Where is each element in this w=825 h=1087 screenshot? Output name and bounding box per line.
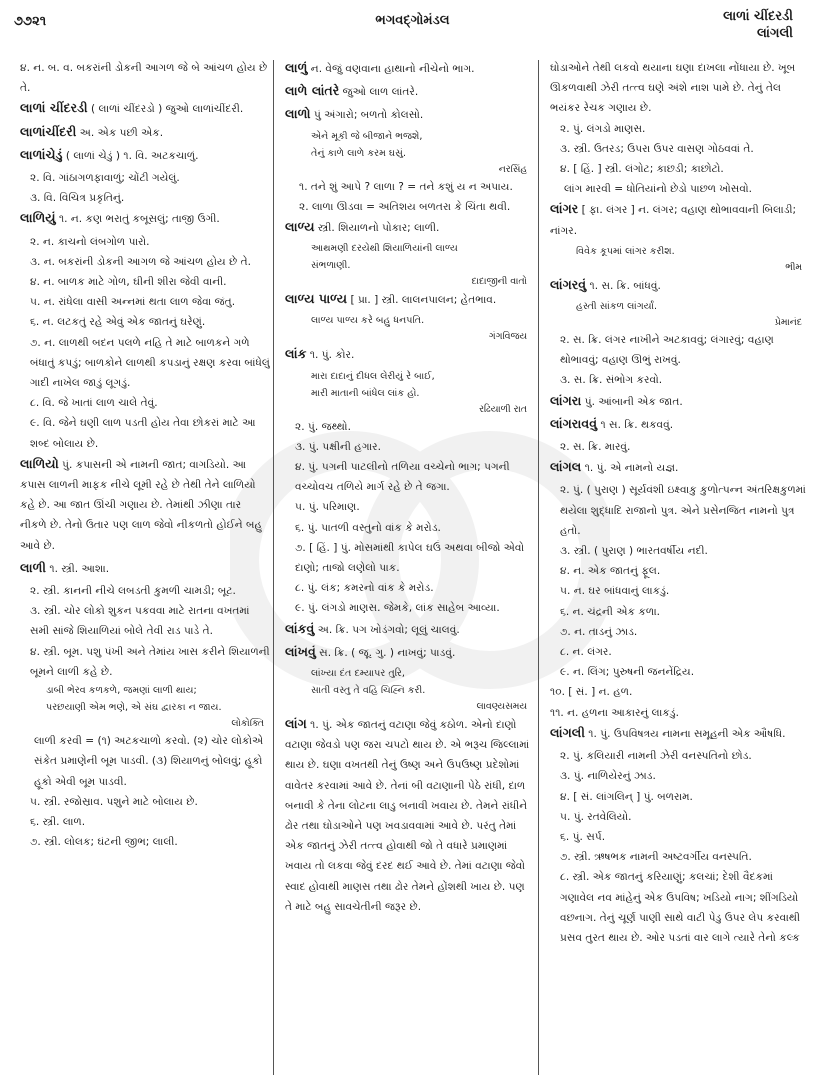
sense-definition: ૫. પું. રતવેલિયો.	[560, 810, 632, 823]
dictionary-entry	[285, 58, 533, 79]
sense-definition: ૬. ન. લટકતું રહે એવું એક જાતનું ઘરેણું.	[30, 316, 206, 329]
quotation-source: ભીમ	[785, 261, 802, 273]
quotation-line: ડાબી ભેરવ કળકળે, જમણાં લાળી થાય;	[46, 685, 197, 697]
quotation	[285, 240, 533, 274]
dictionary-column-2	[285, 58, 533, 1083]
sense-definition: ૩. પું. પક્ષીની હગાર.	[295, 440, 381, 453]
quotation-source: લાવણ્યસમય	[476, 701, 527, 713]
sense-definition: ૪. ન. બાળક માટે ગોળ, ઘીની શીરા જેવી વાની.	[30, 276, 227, 289]
sense-definition: ૭. [ હિં. ] પું. મોસમાંથી કાપેલ ઘઉં અથવા બીજો એવો દાણો; તાજો લણેલો પાક.	[295, 541, 525, 575]
entry-headword: લાંગરા	[550, 392, 582, 408]
sense-definition: ૨. વિ. ગાંઠાગળફાવાળું; ચોંટી ગયેલું.	[30, 172, 180, 185]
quotation-source: રઢિયાળી રાત	[479, 403, 527, 415]
entry-definition: જુઓ લાળ લાંતરે.	[339, 86, 419, 99]
quotation	[285, 312, 533, 329]
entry-headword: લાળે લાંતરે	[285, 83, 340, 99]
idiom-definition: લાંગ મારવી = ધોતિયાંનો છેડો પાછળ ખોસવો.	[564, 183, 752, 196]
entry-headword: લાંગ	[285, 716, 307, 732]
entry-headword: લાંક	[285, 346, 307, 362]
quotation-line: સાતી વસ્તુ તે વહિ ચિહ્નિ કરી.	[311, 685, 426, 697]
dictionary-entry	[20, 98, 270, 119]
entry-definition: ન. વેજું વણવાના હાથાનો નીચેનો ભાગ.	[307, 63, 475, 75]
sense-definition: ૭. ન. લાળથી બદન પલળે નહિ તે માટે બાળકને ગળે બંધાતું કપડું; બાળકોને લાળથી કપડાનું રક્ષણ કરવા બાંધેલું ગાદી નાખેલ જાડું લૂગડું.	[30, 336, 270, 390]
sense-definition: ૨. પું. ( પુરાણ ) સૂર્યવંશી ઇક્ષ્વાકુ કુળોત્પન્ન અંતરિક્ષકુળમાં થયેલા શુદ્ધાદિ રાજાનો પુત્ર. એને પ્રસેનજિત નામનો પુત્ર હતો.	[560, 484, 806, 537]
book-title: ભગવદ્ગોમંડલ	[375, 13, 450, 28]
quotation-line: હસ્તી સાંકળ લાંગર્યાં.	[576, 301, 658, 313]
entry-definition: ( લાળાં ચેડું ) ૧. વિ. અટકચાળું.	[62, 149, 199, 162]
dictionary-entry	[550, 275, 808, 296]
quotation-source: નરસિંહ	[498, 163, 527, 175]
sense-definition: ૨. ન. કાચનો લંબગોળ પારો.	[30, 235, 150, 248]
entry-definition: ૧. સ્ત્રી. આશા.	[46, 562, 110, 575]
dictionary-entry	[20, 558, 270, 579]
entry-definition: સ. ક્રિ. ( જૂ. ગુ. ) નાખવું; પાડવું.	[315, 646, 456, 659]
sense-definition: ૯. વિ. જેને ઘણી લાળ પડતી હોય તેવા છોકરાં માટે આ શબ્દ બોલાય છે.	[30, 417, 256, 450]
dictionary-entry	[550, 199, 808, 240]
sense-definition: ૨. સ્ત્રી. કાનની નીચે લબડતી કુમળી ચામડી; બૂટ.	[30, 585, 236, 598]
entry-definition: અ. એક પછી એક.	[76, 126, 164, 139]
entry-headword: લાળાં ચીંદરડી	[20, 100, 88, 116]
sense-definition: ૨. પું. લંગડો માણસ.	[560, 122, 646, 135]
entry-headword: લાળ્ય	[285, 219, 315, 235]
entry-headword: લાંગરાવવું	[550, 415, 598, 431]
sense-definition: ૧૧. ન. હળના આકારનું લાકડું.	[550, 706, 679, 719]
sense-definition: ૪. ન. બ. વ. બકરાંની ડોકની આગળ જે બે આંચળ હોય છે તે.	[20, 62, 268, 95]
dictionary-column-3	[550, 58, 808, 1083]
sense-definition: ૭. સ્ત્રી. ઋષભક નામની અષ્ટવર્ગીય વનસ્પતિ.	[560, 851, 752, 864]
sense-definition: ૬. ન. ચંદ્રની એક કળા.	[560, 605, 661, 618]
dictionary-entry	[20, 208, 270, 229]
sense-definition: ૨. પું. જથ્થો.	[295, 420, 351, 433]
quotation-line: મારા દાદાનું દીધલ લેરીયું રે બાઈ,	[311, 370, 435, 382]
sense-definition: ૩. સ્ત્રી. ચોર લોકો શુકન પકવવા માટે રાતના વખતમાં સમી સાંજે શિયાળિયાં બોલે તેવી રાડ પાડે તે.	[30, 605, 250, 638]
dictionary-entry	[285, 344, 533, 365]
sense-definition: ૫. ન. ઘર બાંધવાનું લાકડું.	[560, 585, 670, 598]
entry-headword: લાળો	[285, 106, 311, 122]
dictionary-entry	[20, 145, 270, 166]
dictionary-entry	[550, 391, 808, 412]
sense-definition: ૩. વિ. વિચિત્ર પ્રકૃતિનું.	[30, 192, 125, 205]
quotation-source: પ્રેમાનંદ	[774, 317, 802, 329]
quotation	[285, 665, 533, 699]
dictionary-entry	[285, 81, 533, 102]
sense-definition: ૭. ન. તાડનું ઝાડ.	[560, 625, 638, 638]
column-divider	[538, 60, 539, 1075]
dictionary-entry	[285, 619, 533, 640]
quotation-source: દાદાજીની વાતો	[471, 276, 527, 288]
sense-definition: ૨. સ. ક્રિ. મારવું.	[560, 441, 631, 454]
entry-definition: ( લાળાં ચીંદરડો ) જુઓ લાળાંચીંદરી.	[87, 103, 244, 116]
quotation-line: સંભળાણી.	[311, 260, 351, 272]
sense-definition: ૫. સ્ત્રી. રજોસ્રાવ. પશુને માટે બોલાય છે.	[30, 795, 198, 808]
entry-definition: સ્ત્રી. શિયાળનો પોકાર; લાળી.	[314, 222, 440, 235]
entry-definition: ૧. પું. એક જાતનું વટાણા જેવું કઠોળ. એનો દાણો વટાણા જેવડો પણ જરા ચપટો થાય છે. એ ભરૂચ જિલ્લામાં થાય છે. ઘણા વખતથી તેનું ઉષ્ણ અને ઉપઉષ્ણ પ્રદેશોમાં વાવેતર કરવામાં આવે છે. તેનાં બી વટાણાની પેઠે રાંધી, દાળ બનાવી કે તેના લોટના લાડુ બનાવી ખવાય છે. તેમને રાંધીને ઢોર તથા ઘોડાઓને પણ ખવડાવવામાં આવે છે. પરંતુ તેમાં એક જાતનું ઝેરી તત્ત્વ હોવાથી જો તે વધારે પ્રમાણમાં ખવાય તો લકવા જેવું દરદ થઈ આવે છે. તેમાં વટાણા જેવો સ્વાદ હોવાથી માણસ તથા ઢોર તેમને હોંશથી ખાય છે. પણ તે માટે બહુ સાવચેતીની જરૂર છે.	[285, 719, 530, 913]
entry-definition: પું. આંબાની એક જાત.	[581, 395, 683, 408]
quotation-line: તેનું કાળે લાળે કરમ ઘસું.	[311, 147, 406, 159]
entry-headword: લાળિયો	[20, 455, 59, 471]
dictionary-entry	[285, 217, 533, 238]
sense-definition: ૬. પું. સર્પ.	[560, 830, 606, 843]
dictionary-entry	[550, 457, 808, 478]
guide-word-last: લાંગલી	[756, 26, 793, 41]
sense-definition: ૨. પું. કલિયારી નામની ઝેરી વનસ્પતિનો છોડ.	[560, 750, 752, 763]
sense-definition: ૧૦. [ સં. ] ન. હળ.	[550, 686, 633, 699]
entry-headword: લાંગર	[550, 201, 579, 217]
sense-definition: ૩. સ્ત્રી. ( પુરાણ ) ભારતવર્ષીય નદી.	[560, 545, 708, 558]
sense-definition: ૬. સ્ત્રી. લાળ.	[30, 815, 86, 828]
dictionary-entry	[285, 642, 533, 663]
quotation	[20, 682, 270, 716]
dictionary-entry	[20, 454, 270, 556]
quotation-line: લાળ્ય પાળ્ય કરે બહુ ધનપતિ.	[311, 315, 425, 327]
quotation-line: વિવેક કૂપમાં લાંગર કરીશ.	[576, 245, 675, 257]
sense-definition: ૪. ન. એક જાતનું ફૂલ.	[560, 565, 661, 578]
sense-definition: ૫. પું. પરિમાણ.	[295, 501, 360, 514]
guide-words	[723, 8, 793, 42]
dictionary-column-1	[20, 58, 270, 1083]
entry-definition: ૧. સ. ક્રિ. બાંધવું.	[586, 279, 661, 292]
entry-headword: લાંગલી	[550, 724, 585, 740]
quotation	[285, 368, 533, 402]
quotation	[285, 128, 533, 162]
page-number: ૭૭૨૧	[14, 14, 47, 29]
dictionary-entry	[550, 414, 808, 435]
quotation-line: આથમણી દરયેથી શિયાળિયાંની લાળ્ય	[311, 243, 458, 255]
quotation	[550, 298, 808, 315]
sense-definition: ૪. [ સં. લાંગલિન્ ] પું. બળરામ.	[560, 790, 693, 803]
entry-definition: [ ફા. લંગર ] ન. લંગર; વહાણ થોભાવવાની બિલાડી; નાંગર.	[550, 204, 797, 237]
entry-headword: લાંગલ	[550, 459, 582, 475]
sense-definition: ૨. સ. ક્રિ. લંગર નાખીને અટકાવવું; લંગારવું; વહાણ થોભાવવું; વહાણ ઊભું રાખવું.	[560, 334, 774, 367]
entry-headword: લાળિયું	[20, 210, 56, 226]
dictionary-entry	[285, 289, 533, 310]
entry-definition: પું. કપાસની એ નામની જાત; વાગડિયો. આ કપાસ લાળની માફક નીચે લૂમી રહે છે તેથી તેને લાળિયો કહે છે. આ જાત ઊંચી ગણાય છે. તેમાંથી ઝીણા તાર નીકળે છે. તેનો ઉતાર પણ લાળ જેવો નીકળતો હોઈને બહુ આવે છે.	[20, 458, 263, 552]
quotation-source: ગંગવિજય	[488, 331, 527, 343]
sense-definition: ૩. ન. બકરાંની ડોકની આગળ જે આંચળ હોય છે તે.	[30, 255, 251, 268]
sense-definition: ૮. ન. લંગર.	[560, 646, 612, 659]
quotation	[550, 243, 808, 260]
column-divider	[273, 60, 274, 1075]
sense-definition: ૯. પું. લંગડો માણસ. જેમકે, લાંક સાહેબ આવ્યા.	[295, 602, 500, 615]
entry-definition: ૧ સ. ક્રિ. થકવવું.	[597, 418, 674, 431]
entry-headword: લાંગરવું	[550, 276, 587, 292]
sense-definition: ૩. પું. નાળિયેરનું ઝાડ.	[560, 770, 656, 783]
entry-definition: ૧. પું. એ નામનો યજ્ઞ.	[581, 462, 679, 475]
idiom-definition: ૧. તને શું આપે ? લાળા ? = તને કશું ય ન અપાય.	[299, 180, 513, 193]
entry-definition: ૧. ન. કણ ભરાતું કબૂસલું; તાજી ઉગી.	[55, 213, 220, 226]
sense-definition: ૮. સ્ત્રી. એક જાતનું કરિયાણું; કલચાં; દેશી વૈદકમાં ગણાવેલ નવ માંહેનું એક ઉપવિષ; ખડિયો નાગ; શીંગડિયો વછનાગ. તેનું ચૂર્ણ પાણી સાથે વાટી પેડુ ઉપર લેપ કરવાથી પ્રસવ તુરત થાય છે. ઓર પડતાં વાર લાગે ત્યારે તેનો કલ્ક	[560, 871, 800, 944]
quotation-line: પરછયાણી એમ ભણે, એ સંઘ દ્વારકા ન જાય.	[46, 702, 222, 714]
sense-definition: ૭. સ્ત્રી. લોલક; ઘંટની જીભ; લાલી.	[30, 836, 178, 849]
entry-headword: લાળું	[285, 60, 308, 75]
quotation-source: લોકોક્તિ	[231, 718, 264, 730]
entry-definition: [ પ્રા. ] સ્ત્રી. લાલનપાલન; હેતભાવ.	[347, 294, 497, 307]
sense-definition: ૯. ન. લિંગ; પુરુષની જનનેંદ્રિય.	[560, 666, 695, 679]
idiom-definition: ૨. લાળા ઊડવા = અતિશય બળતરા કે ચિંતા થવી.	[299, 200, 511, 213]
sense-definition: ૪. સ્ત્રી. બૂમ. પશુ પંખી અને તેમાંય ખાસ કરીને શિયાળની બૂમને લાળી કહે છે.	[30, 645, 270, 678]
quotation-line: લાંખ્યા દંત દમ્યાપર તુરિ,	[311, 668, 405, 680]
entry-headword: લાળાંચીંદરી	[20, 123, 77, 139]
entry-definition: પું અંગારો; બળતો કોલસો.	[310, 109, 424, 122]
idiom-definition: લાળી કરવી = (૧) અટકચાળો કરવો. (૨) ચોર લોકોએ સંકેત પ્રમાણેની બૂમ પાડવી. (૩) શિયાળનું બોલવું; હૂકો હૂકો એવી બૂમ પાડવી.	[34, 735, 264, 788]
quotation-line: એને મૂકી જે બીજાને ભજશે,	[311, 130, 423, 142]
sense-definition: ૩. સ્ત્રી. ઉતરડ; ઉપરા ઉપર વાસણ ગોઠવવાં તે.	[560, 142, 754, 155]
sense-definition: ૮. વિ. જે ખાતાં લાળ ચાલે તેવું.	[30, 397, 158, 410]
quotation-line: મારી માતાની બાંધેલ લાંક હો.	[311, 387, 420, 399]
entry-definition: ૧. પું. કોર.	[306, 349, 355, 362]
dictionary-entry	[285, 714, 533, 917]
entry-definition: ૧. પું. ઉપવિષત્રય નામના સમૂહની એક ઔષધિ.	[584, 727, 786, 740]
sense-definition: ૫. ન. રાંધેલા વાસી અન્નમાં થતા લાળ જેવા જંતુ.	[30, 296, 236, 309]
entry-definition: અ. ક્રિ. પગ ખોડંગવો; લૂલું ચાલવું.	[314, 623, 460, 636]
page-header	[0, 0, 825, 48]
entry-headword: લાળી	[20, 559, 47, 575]
dictionary-entry	[285, 104, 533, 125]
sense-definition: ૬. પું. પાતળી વસ્તુનો વાંક કે મરોડ.	[295, 521, 441, 534]
entry-headword: લાંકવું	[285, 620, 315, 636]
sense-definition: ઘોડાઓને તેથી લકવો થયાના ઘણા દાખલા નોંધાયા છે. ખૂબ ઊકળવાથી ઝેરી તત્ત્વ ઘણે અંશે નાશ પામે છે. તેનું તેલ ભયંકર રેચક ગણાય છે.	[550, 62, 796, 115]
sense-definition: ૪. [ હિં. ] સ્ત્રી. લંગોટ; કાછડી; કાછોટો.	[560, 163, 724, 176]
sense-definition: ૮. પું. લંક; કમરનો વાંક કે મરોડ.	[295, 582, 434, 595]
entry-headword: લાળાંચેડું	[20, 146, 63, 162]
sense-definition: ૩. સ. ક્રિ. સંભોગ કરવો.	[560, 374, 663, 387]
entry-headword: લાંખવું	[285, 643, 316, 659]
entry-headword: લાળ્ય પાળ્ય	[285, 291, 348, 307]
dictionary-entry	[550, 723, 808, 744]
sense-definition: ૪. પું. પગની પાટલીનો તળિયા વચ્ચેનો ભાગ; પગની વચ્ચોવચ તળિયે માર્ગ રહે છે તે જગા.	[295, 461, 510, 494]
guide-word-first: લાળાં ચીંદરડી	[723, 9, 793, 24]
dictionary-entry	[20, 122, 270, 143]
